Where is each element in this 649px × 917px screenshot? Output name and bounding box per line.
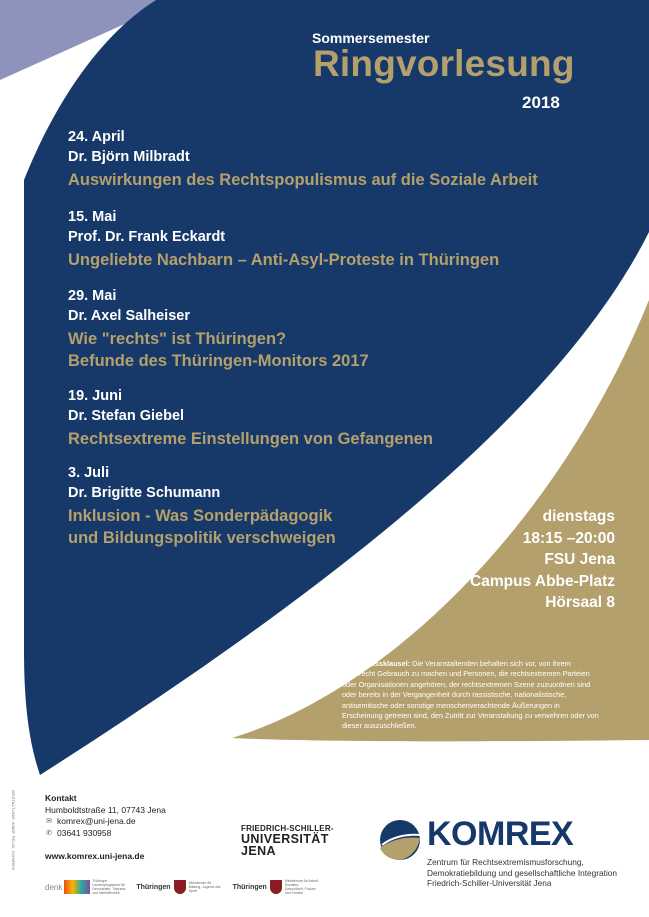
komrex-logo-icon (378, 818, 422, 862)
lecture-item (68, 127, 538, 191)
semester-label: Sommersemester (312, 30, 430, 46)
thueringen-word: Thüringen (232, 883, 267, 891)
university-line3: JENA (241, 844, 276, 858)
year-label: 2018 (522, 93, 560, 112)
thueringen-word: Thüringen (136, 883, 171, 891)
komrex-subtitle (427, 857, 617, 889)
lecture-topic: und Bildungspolitik verschweigen (68, 529, 336, 547)
disclaimer-text: Die Veranstaltenden behalten sich vor, von ihrem Hausrecht Gebrauch zu machen und Personen, die rechtsextremen Parteien oder Organisationen angehören, der rechtsextremen Szene zuzuordnen sind oder bereits in der Vergangenheit durch rassistische, nationalistische, antisemitische oder sonstige menschenverachtende Äußerungen in Erscheinung getreten sind, den Zutritt zur Veranstaltung zu verwehren oder von dieser auszuschließen. (342, 659, 599, 731)
disclaimer-label: Ausschlussklausel: (342, 659, 411, 668)
design-credit: GESTALTUNG: ANKE FELIX, KOMREX (11, 790, 16, 871)
lecture-speaker: Dr. Björn Milbradt (68, 149, 190, 165)
ministry-2: Ministerium für Arbeit, Soziales, Gesundheit, Frauen und Familie (284, 879, 319, 895)
lecture-speaker: Dr. Axel Salheiser (68, 308, 190, 324)
lecture-topic: Inklusion - Was Sonderpädagogik (68, 507, 333, 525)
phone-icon: ✆ (46, 829, 52, 837)
poster-title: Ringvorlesung (313, 43, 575, 84)
event-info (470, 506, 615, 614)
komrex-name: KOMREX (427, 815, 574, 853)
komrex-sub-line1: Zentrum für Rechtsextremismusforschung, (427, 857, 584, 867)
komrex-sub-line3: Friedrich-Schiller-Universität Jena (427, 878, 552, 889)
thueringen-crest-icon (270, 880, 282, 894)
lecture-speaker: Prof. Dr. Frank Eckardt (68, 229, 226, 245)
contact-block (45, 793, 166, 839)
event-campus: Campus Abbe-Platz (470, 572, 615, 590)
university-logo (241, 824, 334, 857)
lecture-topic: Befunde des Thüringen-Monitors 2017 (68, 352, 369, 370)
contact-address: Humboldtstraße 11, 07743 Jena (45, 804, 166, 815)
event-room: Hörsaal 8 (545, 594, 615, 611)
lecture-date: 24. April (68, 129, 125, 145)
thueringen-logo-1 (136, 880, 222, 894)
denk-bunt-logo (45, 879, 126, 895)
lecture-speaker: Dr. Brigitte Schumann (68, 485, 221, 501)
event-place: FSU Jena (544, 551, 615, 568)
event-time: 18:15 –20:00 (522, 529, 615, 547)
lecture-topic: Ungeliebte Nachbarn – Anti-Asyl-Proteste in Thüringen (68, 251, 500, 269)
thueringen-crest-icon (174, 880, 186, 894)
contact-email[interactable]: komrex@uni-jena.de (57, 816, 136, 826)
lecture-topic: Auswirkungen des Rechtspopulismus auf die Soziale Arbeit (68, 171, 538, 189)
contact-heading: Kontakt (45, 793, 77, 803)
thueringen-logo-2 (233, 879, 319, 895)
lecture-item (68, 286, 369, 372)
lecture-topic: Rechtsextreme Einstellungen von Gefangenen (68, 430, 433, 448)
ministry-1: Ministerium für Bildung, Jugend und Sport (188, 881, 221, 893)
komrex-sub-line2: Demokratiebildung und gesellschaftliche Integration (427, 867, 618, 878)
lecture-item (68, 463, 336, 549)
lecture-date: 15. Mai (68, 209, 117, 225)
lecture-date: 19. Juni (68, 388, 122, 404)
denk-word: denk (45, 882, 63, 892)
denk-subtitle: Thüringer Landesprogramm für Demokratie, Toleranz und Weltoffenheit (92, 879, 126, 895)
lecture-item (68, 207, 499, 271)
university-line1: FRIEDRICH-SCHILLER- (241, 824, 334, 833)
denk-color-block (64, 880, 90, 894)
lecture-date: 29. Mai (68, 288, 117, 304)
mail-icon: ✉ (46, 818, 52, 825)
event-day: dienstags (542, 508, 615, 525)
sponsor-logos (45, 879, 319, 895)
lecture-date: 3. Juli (68, 465, 110, 481)
lecture-item (68, 386, 433, 450)
disclaimer (342, 659, 600, 732)
lecture-speaker: Dr. Stefan Giebel (68, 408, 185, 424)
contact-phone: 03641 930958 (57, 827, 112, 838)
website-link[interactable]: www.komrex.uni-jena.de (45, 851, 145, 861)
lecture-topic: Wie "rechts" ist Thüringen? (68, 330, 287, 348)
university-line2: UNIVERSITÄT (241, 832, 329, 846)
